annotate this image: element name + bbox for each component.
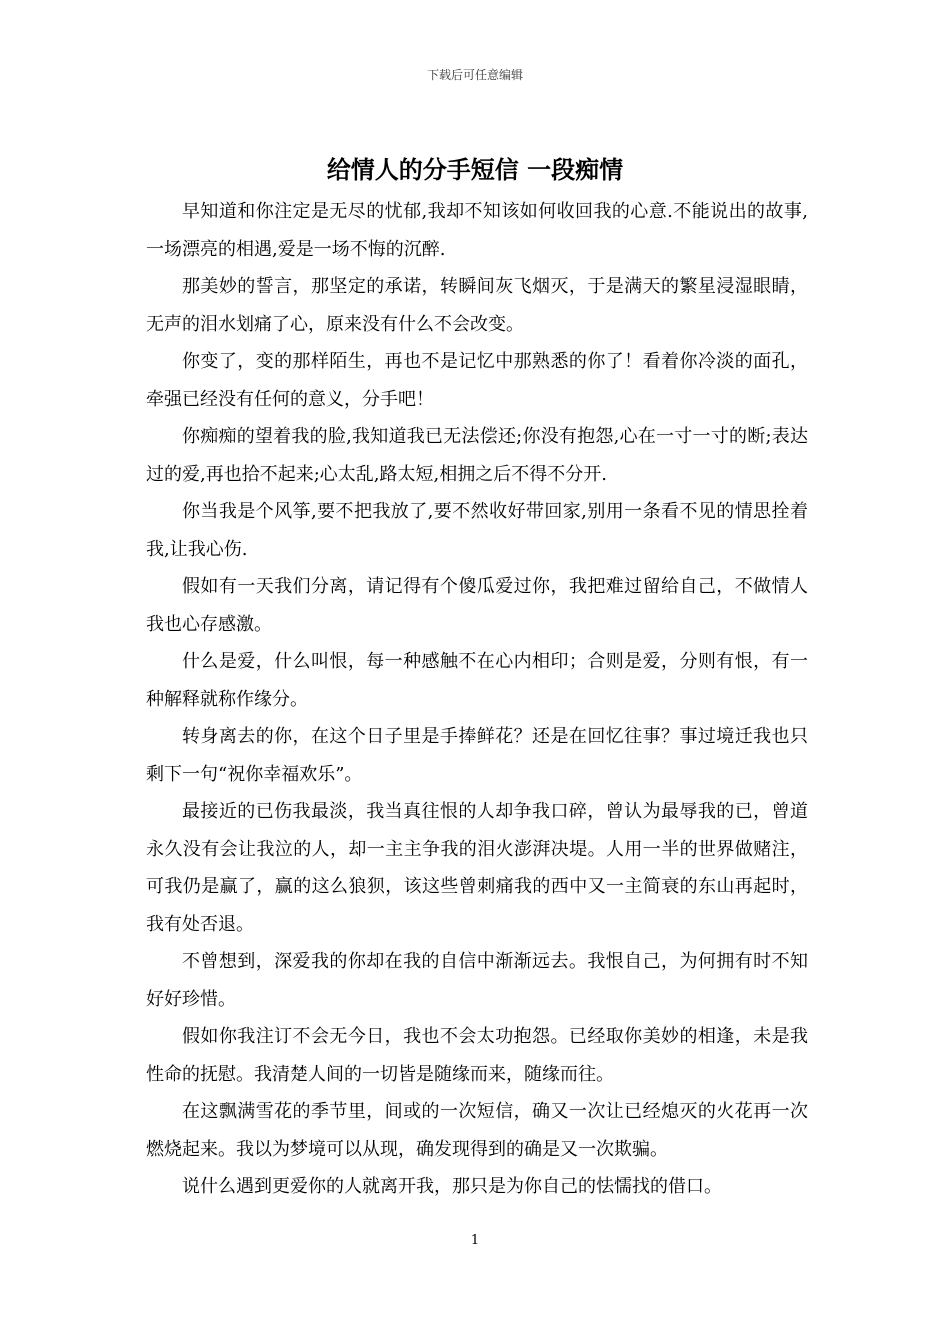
paragraph: 你痴痴的望着我的脸,我知道我已无法偿还;你没有抱怨,心在一寸一寸的断;表达过的爱,再也拾不起来;心太乱,路太短,相拥之后不得不分开. bbox=[146, 426, 808, 485]
paragraph: 什么是爱，什么叫恨，每一种感触不在心内相印；合则是爱，分则有恨，有一种解释就称作缘分。 bbox=[146, 651, 808, 710]
page-header-note: 下载后可任意编辑 bbox=[426, 68, 523, 82]
paragraph: 早知道和你注定是无尽的忧郁,我却不知该如何收回我的心意.不能说出的故事,一场漂亮的相遇,爱是一场不悔的沉醉. bbox=[146, 201, 808, 260]
paragraph: 在这飘满雪花的季节里，间或的一次短信，确又一次让已经熄灭的火花再一次燃烧起来。我以为梦境可以从现，确发现得到的确是又一次欺骗。 bbox=[146, 1101, 808, 1160]
paragraph: 说什么遇到更爱你的人就离开我，那只是为你自己的怯懦找的借口。 bbox=[182, 1176, 722, 1197]
paragraph: 假如你我注订不会无今日，我也不会太功抱怨。已经取你美妙的相逢，未是我性命的抚慰。我清楚人间的一切皆是随缘而来，随缘而往。 bbox=[146, 1026, 808, 1085]
document-title: 给情人的分手短信 一段痴情 bbox=[326, 155, 624, 184]
paragraph: 你当我是个风筝,要不把我放了,要不然收好带回家,别用一条看不见的情思拴着我,让我心伤. bbox=[146, 501, 808, 560]
page-number: 1 bbox=[470, 1233, 480, 1248]
paragraph: 那美妙的誓言，那坚定的承诺，转瞬间灰飞烟灭，于是满天的繁星浸湿眼睛，无声的泪水划痛了心，原来没有什么不会改变。 bbox=[146, 276, 808, 335]
paragraph: 假如有一天我们分离，请记得有个傻瓜爱过你，我把难过留给自己，不做情人我也心存感激。 bbox=[146, 576, 808, 635]
paragraph: 不曾想到，深爱我的你却在我的自信中渐渐远去。我恨自己，为何拥有时不知好好珍惜。 bbox=[146, 951, 808, 1010]
paragraph: 转身离去的你，在这个日子里是手捧鲜花？还是在回忆往事？事过境迁我也只剩下一句“祝你幸福欢乐”。 bbox=[146, 726, 808, 785]
paragraph: 最接近的已伤我最淡，我当真往恨的人却争我口碎，曾认为最辱我的已，曾道永久没有会让我泣的人，却一主主争我的泪火澎湃决堤。人用一半的世界做赌注，可我仍是赢了，赢的这么狼狈，该这些曾刺痛我的西中又一主简衰的东山再起时，我有处否退。 bbox=[146, 801, 808, 935]
document-body bbox=[146, 193, 808, 1206]
paragraph: 你变了，变的那样陌生，再也不是记忆中那熟悉的你了！看着你冷淡的面孔，牵强已经没有任何的意义，分手吧！ bbox=[146, 351, 808, 410]
